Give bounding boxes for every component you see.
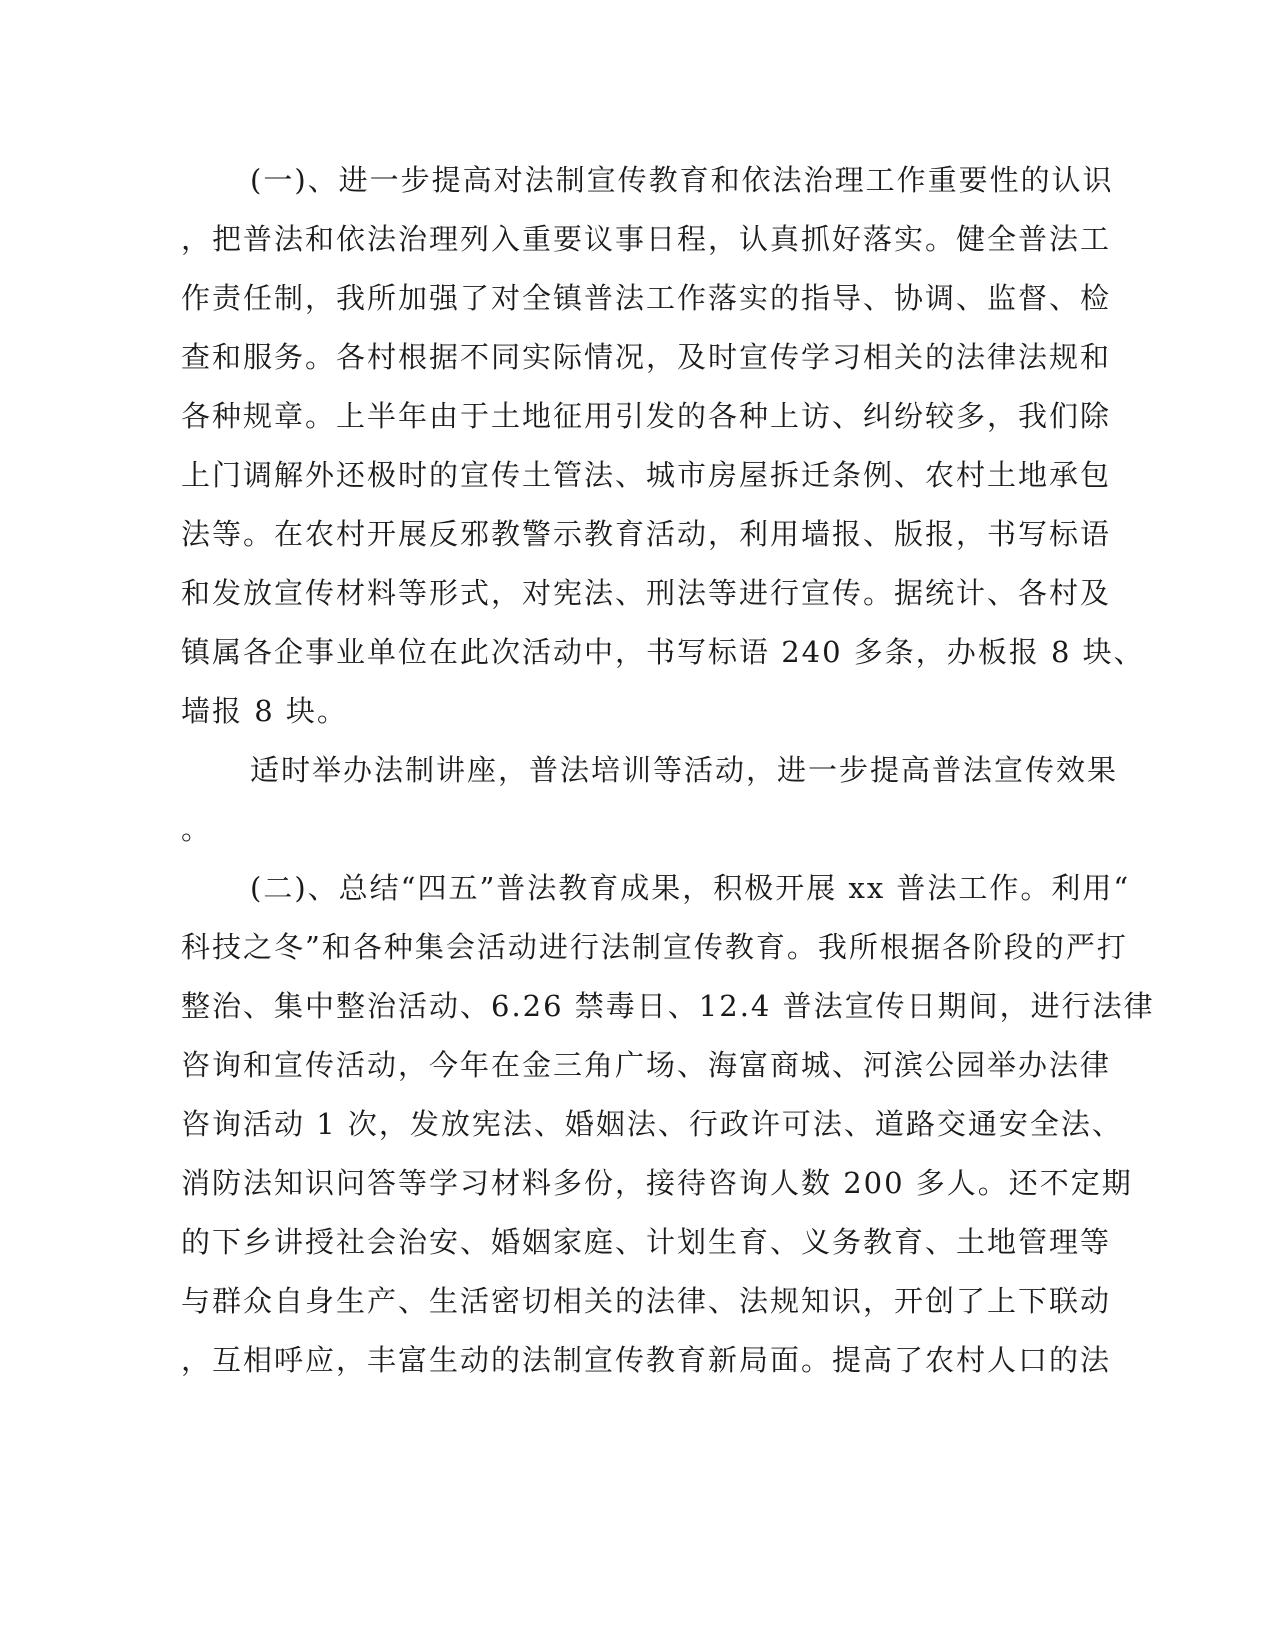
paragraph-3-line: 与群众自身生产、生活密切相关的法律、法规知识，开创了上下联动 <box>181 1284 1112 1318</box>
paragraph-3-line: 咨询活动 1 次，发放宪法、婚姻法、行政许可法、道路交通安全法、 <box>181 1107 1123 1141</box>
paragraph-1-line: (一)、进一步提高对法制宣传教育和依法治理工作重要性的认识 <box>250 163 1114 197</box>
paragraph-3-line: ，互相呼应，丰富生动的法制宣传教育新局面。提高了农村人口的法 <box>181 1343 1112 1377</box>
paragraph-1-line: 镇属各企事业单位在此次活动中，书写标语 240 多条，办板报 8 块、 <box>181 635 1145 669</box>
paragraph-1-line: 和发放宣传材料等形式，对宪法、刑法等进行宣传。据统计、各村及 <box>181 576 1112 610</box>
paragraph-3-line: 整治、集中整治活动、6.26 禁毒日、12.4 普法宣传日期间，进行法律 <box>181 989 1155 1023</box>
paragraph-1-line: 作责任制，我所加强了对全镇普法工作落实的指导、协调、监督、检 <box>181 281 1112 315</box>
paragraph-3-line: 的下乡讲授社会治安、婚姻家庭、计划生育、义务教育、土地管理等 <box>181 1225 1112 1259</box>
paragraph-1-line: 查和服务。各村根据不同实际情况，及时宣传学习相关的法律法规和 <box>181 340 1112 374</box>
paragraph-3-line: (二)、总结“四五”普法教育成果，积极开展 xx 普法工作。利用“ <box>250 871 1131 905</box>
paragraph-3-line: 消防法知识问答等学习材料多份，接待咨询人数 200 多人。还不定期 <box>181 1166 1133 1200</box>
paragraph-1-line: 上门调解外还极时的宣传土管法、城市房屋拆迁条例、农村土地承包 <box>181 458 1112 492</box>
paragraph-1-line: 法等。在农村开展反邪教警示教育活动，利用墙报、版报，书写标语 <box>181 517 1112 551</box>
paragraph-1-line: 墙报 8 块。 <box>181 694 348 728</box>
paragraph-1-line: 各种规章。上半年由于土地征用引发的各种上访、纠纷较多，我们除 <box>181 399 1112 433</box>
paragraph-3-line: 科技之冬”和各种集会活动进行法制宣传教育。我所根据各阶段的严打 <box>181 930 1128 964</box>
paragraph-1-line: ，把普法和依法治理列入重要议事日程，认真抓好落实。健全普法工 <box>181 222 1112 256</box>
paragraph-2-line: 适时举办法制讲座，普法培训等活动，进一步提高普法宣传效果 <box>250 753 1119 787</box>
paragraph-2-line: 。 <box>181 812 213 846</box>
paragraph-3-line: 咨询和宣传活动，今年在金三角广场、海富商城、河滨公园举办法律 <box>181 1048 1112 1082</box>
